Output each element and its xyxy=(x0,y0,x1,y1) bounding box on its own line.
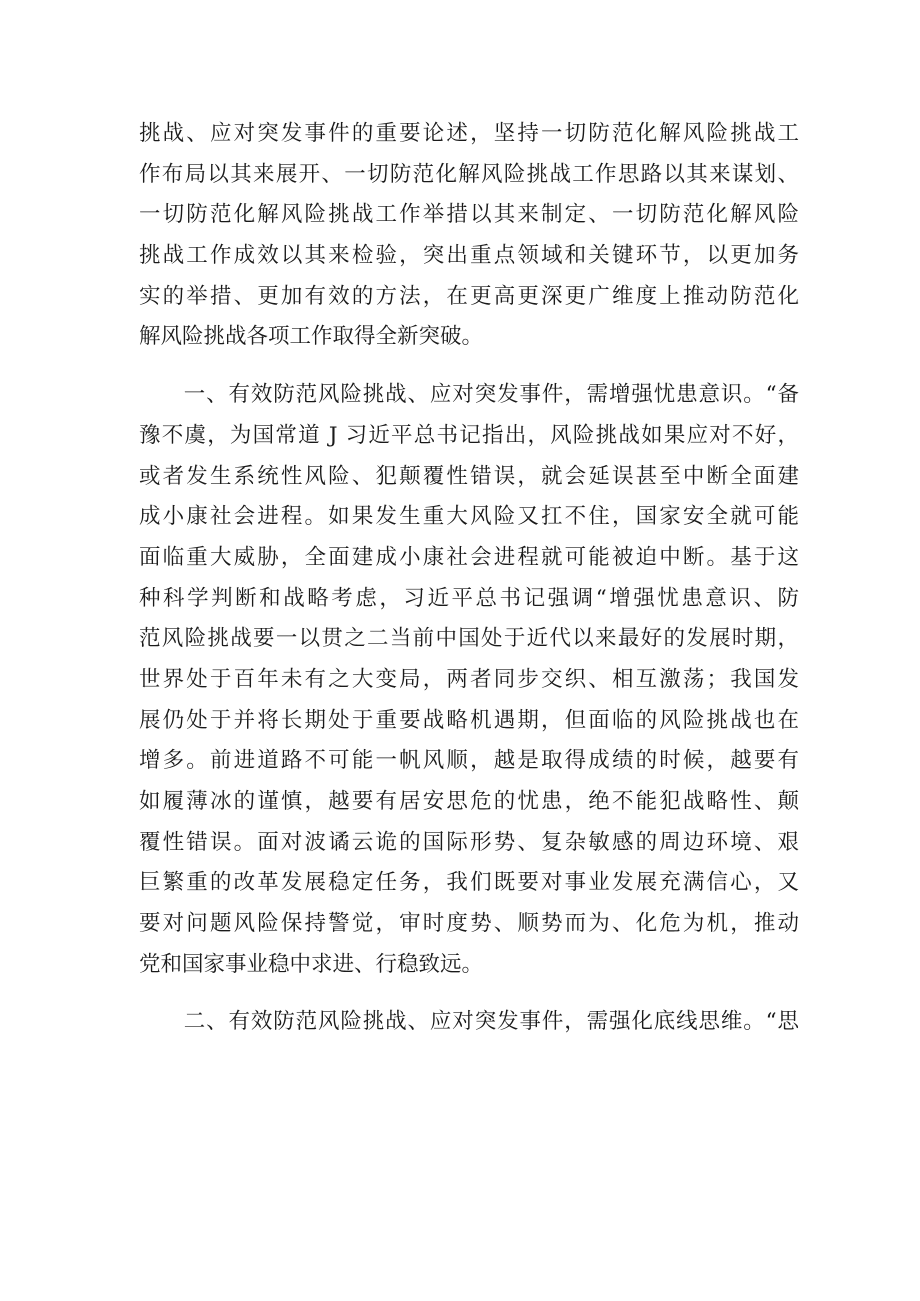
text-line: 种科学判断和战略考虑，习近平总书记强调“增强忧患意识、防 xyxy=(139,585,799,611)
text-line: 一切防范化解风险挑战工作举措以其来制定、一切防范化解风险 xyxy=(139,202,799,228)
text-line: 展仍处于并将长期处于重要战略机遇期，但面临的风险挑战也在 xyxy=(139,707,799,733)
text-line: 挑战工作成效以其来检验，突出重点领域和关键环节，以更加务 xyxy=(139,243,799,269)
text-line: 或者发生系统性风险、犯颠覆性错误，就会延误甚至中断全面建 xyxy=(139,463,799,489)
text-line: 实的举措、更加有效的方法，在更高更深更广维度上推动防范化 xyxy=(139,283,799,309)
paragraph-1 xyxy=(139,114,799,358)
text-line: 豫不虞，为国常道 J 习近平总书记指出，风险挑战如果应对不好， xyxy=(139,422,799,448)
text-line: 面临重大威胁，全面建成小康社会进程就可能被迫中断。基于这 xyxy=(139,544,799,570)
paragraph-2 xyxy=(139,375,799,985)
text-line: 二、有效防范风险挑战、应对突发事件，需强化底线思维。“思 xyxy=(139,1009,799,1035)
text-line: 增多。前进道路不可能一帆风顺，越是取得成绩的时候，越要有 xyxy=(139,748,799,774)
text-line: 党和国家事业稳中求进、行稳致远。 xyxy=(139,951,484,977)
document-body xyxy=(139,114,799,1043)
text-line: 成小康社会进程。如果发生重大风险又扛不住，国家安全就可能 xyxy=(139,504,799,530)
text-line: 作布局以其来展开、一切防范化解风险挑战工作思路以其来谋划、 xyxy=(139,161,799,187)
text-line: 挑战、应对突发事件的重要论述，坚持一切防范化解风险挑战工 xyxy=(139,121,799,146)
paragraph-gap xyxy=(139,358,799,375)
paragraph-3 xyxy=(139,1002,799,1043)
text-line: 覆性错误。面对波谲云诡的国际形势、复杂敏感的周边环境、艰 xyxy=(139,829,799,855)
text-line: 一、有效防范风险挑战、应对突发事件，需增强忧患意识。“备 xyxy=(139,382,799,408)
text-line: 世界处于百年未有之大变局，两者同步交织、相互激荡；我国发 xyxy=(139,666,799,692)
text-line: 如履薄冰的谨慎，越要有居安思危的忧患，绝不能犯战略性、颠 xyxy=(139,789,799,814)
paragraph-gap xyxy=(139,985,799,1002)
text-line: 巨繁重的改革发展稳定任务，我们既要对事业发展充满信心，又 xyxy=(139,870,799,896)
text-line: 解风险挑战各项工作取得全新突破。 xyxy=(139,324,484,350)
text-line: 要对问题风险保持警觉，审时度势、顺势而为、化危为机，推动 xyxy=(139,911,799,937)
text-line: 范风险挑战要一以贯之二当前中国处于近代以来最好的发展时期， xyxy=(139,626,799,652)
